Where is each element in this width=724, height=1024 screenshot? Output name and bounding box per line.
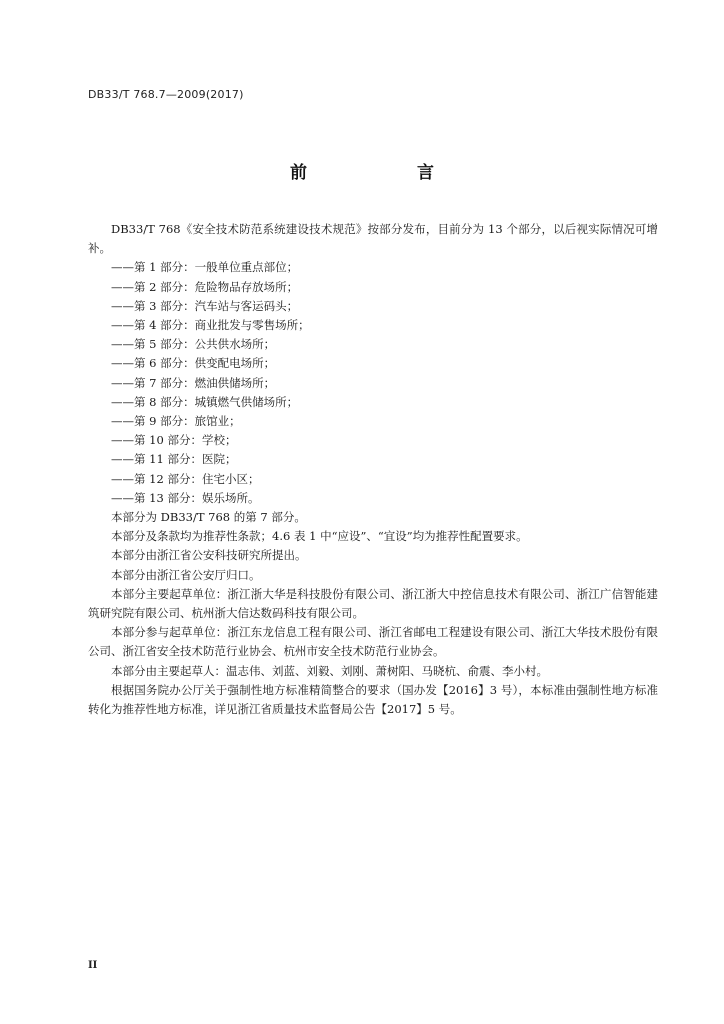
paragraph-administrator: 本部分由浙江省公安厅归口。 — [111, 567, 261, 582]
list-item: ——第 9 部分：旅馆业； — [111, 414, 241, 429]
paragraph-conversion-note: 根据国务院办公厅关于强制性地方标准精简整合的要求（国办发【2016】3 号），本标准由强制性地方标准转化为推荐性地方标准，详见浙江省质量技术监督局公告【2017】5 号。 — [88, 682, 658, 717]
intro-paragraph: DB33/T 768《安全技术防范系统建设技术规范》按部分发布，目前分为 13 个部分，以后视实际情况可增补。 — [88, 222, 658, 256]
paragraph-drafters-names: 本部分由主要起草人：温志伟、刘蓝、刘毅、刘刚、萧树阳、马晓杭、俞震、李小村。 — [111, 663, 548, 678]
list-item: ——第 10 部分：学校； — [111, 433, 237, 448]
list-item: ——第 2 部分：危险物品存放场所； — [111, 279, 299, 294]
paragraph-recommendation: 本部分及条款均为推荐性条款；4.6 表 1 中“应设”、“宜设”均为推荐性配置要求。 — [111, 529, 528, 544]
paragraph-main-drafters: 本部分主要起草单位：浙江浙大华是科技股份有限公司、浙江浙大中控信息技术有限公司、浙江广信智能建筑研究院有限公司、杭州浙大信达数码科技有限公司。 — [88, 586, 658, 621]
parts-list — [88, 258, 658, 508]
list-item: ——第 12 部分：住宅小区； — [111, 471, 260, 486]
list-item: ——第 6 部分：供变配电场所； — [111, 356, 276, 371]
list-item: ——第 7 部分：燃油供储场所； — [111, 375, 276, 390]
list-item: ——第 8 部分：城镇燃气供储场所； — [111, 394, 299, 409]
page-number: II — [88, 960, 98, 971]
list-item: ——第 1 部分：一般单位重点部位； — [111, 260, 299, 275]
list-item: ——第 3 部分：汽车站与客运码头； — [111, 298, 299, 313]
standard-code: DB33/T 768.7—2009(2017) — [88, 88, 244, 101]
list-item: ——第 5 部分：公共供水场所； — [111, 337, 276, 352]
paragraph-part-number: 本部分为 DB33/T 768 的第 7 部分。 — [111, 510, 306, 525]
paragraph-proposer: 本部分由浙江省公安科技研究所提出。 — [111, 548, 307, 563]
paragraph-participating-drafters: 本部分参与起草单位：浙江东龙信息工程有限公司、浙江省邮电工程建设有限公司、浙江大华技术股份有限公司、浙江省安全技术防范行业协会、杭州市安全技术防范行业协会。 — [88, 625, 658, 659]
page-title: 前 言 — [290, 163, 486, 183]
list-item: ——第 13 部分：娱乐场所。 — [111, 490, 260, 505]
list-item: ——第 4 部分：商业批发与零售场所； — [111, 318, 310, 333]
list-item: ——第 11 部分：医院； — [111, 452, 237, 467]
foreword-content — [88, 220, 658, 719]
